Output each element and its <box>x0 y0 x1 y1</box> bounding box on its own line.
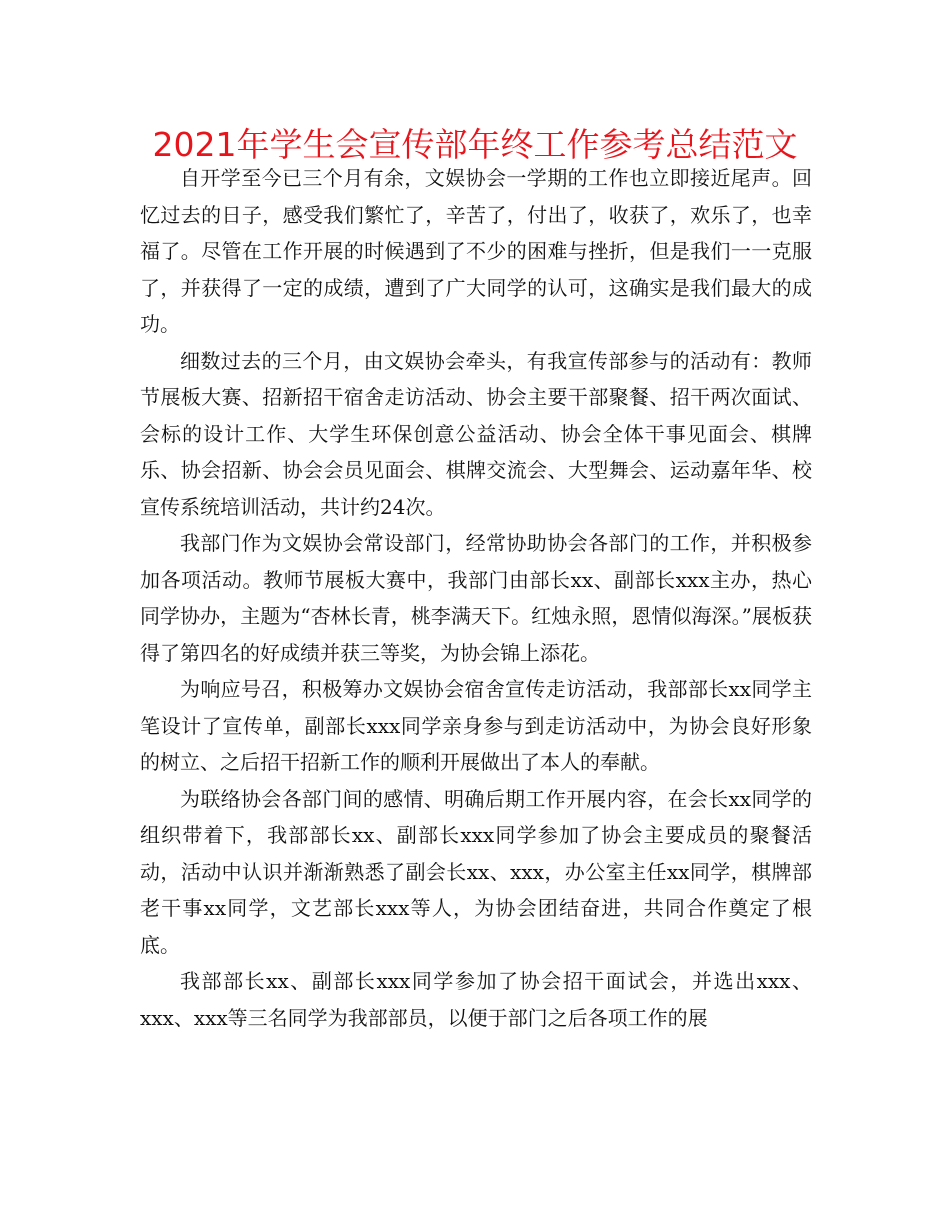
paragraph: 为响应号召，积极筹办文娱协会宿舍宣传走访活动，我部部长xx同学主笔设计了宣传单，副部长xxx同学亲身参与到走访活动中，为协会良好形象的树立、之后招干招新工作的顺利开展做出了本人的奉献。 <box>140 677 812 774</box>
document-title: 2021年学生会宣传部年终工作参考总结范文 <box>152 125 798 164</box>
document-body <box>140 160 812 1036</box>
paragraph: 我部部长xx、副部长xxx同学参加了协会招干面试会，并选出xxx、xxx、xxx等三名同学为我部部员，以便于部门之后各项工作的展 <box>140 969 812 1030</box>
paragraph: 为联络协会各部门间的感情、明确后期工作开展内容，在会长xx同学的组织带着下，我部部长xx、副部长xxx同学参加了协会主要成员的聚餐活动，活动中认识并渐渐熟悉了副会长xx、xxx，办公室主任xx同学，棋牌部老干事xx同学，文艺部长xxx等人，为协会团结奋进，共同合作奠定了根底。 <box>140 786 812 957</box>
paragraph: 我部门作为文娱协会常设部门，经常协助协会各部门的工作，并积极参加各项活动。教师节展板大赛中，我部门由部长xx、副部长xxx主办，热心同学协办，主题为“杏林长青，桃李满天下。红烛永照，恩情似海深。”展板获得了第四名的好成绩并获三等奖，为协会锦上添花。 <box>140 531 812 665</box>
paragraph: 自开学至今已三个月有余，文娱协会一学期的工作也立即接近尾声。回忆过去的日子，感受我们繁忙了，辛苦了，付出了，收获了，欢乐了，也幸福了。尽管在工作开展的时候遇到了不少的困难与挫折，但是我们一一克服了，并获得了一定的成绩，遭到了广大同学的认可，这确实是我们最大的成功。 <box>140 166 812 336</box>
paragraph: 细数过去的三个月，由文娱协会牵头，有我宣传部参与的活动有：教师节展板大赛、招新招干宿舍走访活动、协会主要干部聚餐、招干两次面试、会标的设计工作、大学生环保创意公益活动、协会全体干事见面会、棋牌乐、协会招新、协会会员见面会、棋牌交流会、大型舞会、运动嘉年华、校宣传系统培训活动，共计约24次。 <box>140 348 812 519</box>
